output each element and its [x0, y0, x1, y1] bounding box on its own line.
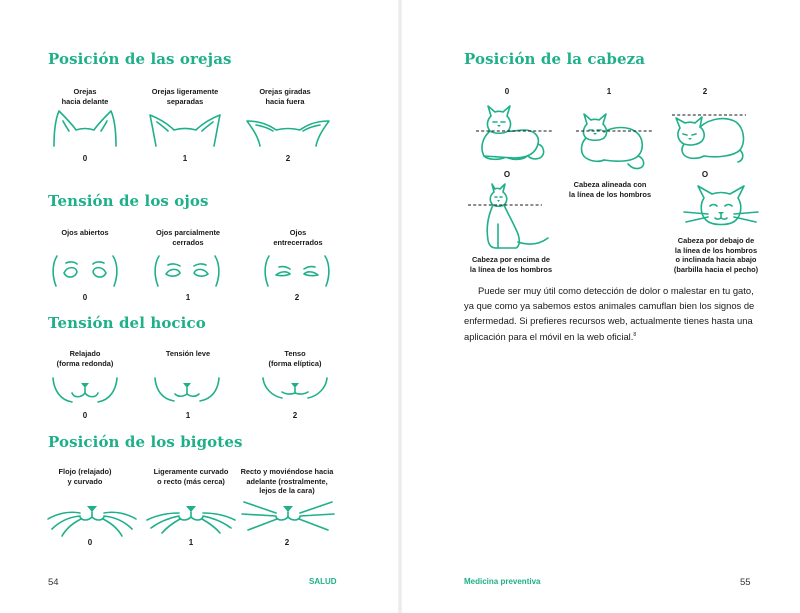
- muzzle-relaxed-icon: [50, 374, 120, 408]
- score-ears-2: 2: [285, 154, 291, 163]
- cat-lying-head-aligned-icon: [576, 110, 656, 172]
- cat-lying-head-lowered-icon: [670, 108, 750, 170]
- score-whiskers-1: 1: [188, 538, 194, 547]
- caption-eyes-1: Ojos parcialmente cerrados: [155, 228, 221, 247]
- eyes-squinted-icon: [262, 254, 332, 288]
- body-paragraph: [464, 283, 764, 344]
- section-title-eyes: Tensión de los ojos: [48, 192, 209, 210]
- caption-muzzle-1: Tensión leve: [165, 349, 211, 358]
- footnote-marker: 8: [633, 332, 637, 338]
- separator-or-left: O: [503, 170, 511, 179]
- score-whiskers-0: 0: [87, 538, 93, 547]
- caption-whiskers-2: Recto y moviéndose hacia adelante (rostralmente, lejos de la cara): [240, 467, 334, 495]
- caption-muzzle-0: Relajado (forma redonda): [56, 349, 114, 368]
- score-eyes-1: 1: [185, 293, 191, 302]
- caption-head-aligned: Cabeza alineada con la línea de los hombros: [568, 180, 652, 199]
- whiskers-relaxed-icon: [46, 503, 138, 537]
- score-ears-0: 0: [82, 154, 88, 163]
- caption-muzzle-2: Tenso (forma elíptica): [268, 349, 322, 368]
- score-muzzle-2: 2: [292, 411, 298, 420]
- running-head-right: Medicina preventiva: [464, 577, 541, 586]
- caption-whiskers-1: Ligeramente curvado o recto (más cerca): [153, 467, 229, 486]
- caption-eyes-2: Ojos entrecerrados: [273, 228, 323, 247]
- muzzle-slight-tension-icon: [152, 374, 222, 408]
- ears-forward-icon: [50, 108, 120, 148]
- section-title-whiskers: Posición de los bigotes: [48, 433, 243, 451]
- separator-or-right: O: [701, 170, 709, 179]
- score-head-2: 2: [702, 87, 708, 96]
- score-head-1: 1: [606, 87, 612, 96]
- cat-sitting-head-above-icon: [468, 180, 554, 254]
- folio-right: 55: [740, 577, 751, 588]
- caption-head-below: Cabeza por debajo de la línea de los hombros o inclinada hacia abajo (barbilla hacia el pecho): [673, 236, 759, 274]
- muzzle-tense-icon: [260, 374, 330, 408]
- section-title-head: Posición de la cabeza: [464, 50, 646, 68]
- whiskers-forward-icon: [240, 500, 336, 536]
- caption-ears-0: Orejas hacia delante: [61, 87, 109, 106]
- eyes-open-icon: [50, 254, 120, 288]
- score-muzzle-0: 0: [82, 411, 88, 420]
- ears-separated-icon: [148, 108, 222, 148]
- score-eyes-2: 2: [294, 293, 300, 302]
- caption-eyes-0: Ojos abiertos: [61, 228, 109, 237]
- score-muzzle-1: 1: [185, 411, 191, 420]
- caption-whiskers-0: Flojo (relajado) y curvado: [58, 467, 112, 486]
- score-ears-1: 1: [182, 154, 188, 163]
- right-page: [400, 0, 800, 613]
- folio-left: 54: [48, 577, 59, 588]
- caption-head-above: Cabeza por encima de la línea de los hombros: [469, 255, 553, 274]
- section-title-ears: Posición de las orejas: [48, 50, 232, 68]
- score-head-0: 0: [504, 87, 510, 96]
- caption-ears-2: Orejas giradas hacia fuera: [259, 87, 311, 106]
- section-title-muzzle: Tensión del hocico: [48, 314, 206, 332]
- cat-head-lowered-face-icon: [678, 182, 764, 234]
- caption-ears-1: Orejas ligeramente separadas: [151, 87, 219, 106]
- whiskers-slightly-curved-icon: [145, 503, 237, 537]
- body-paragraph-text: Puede ser muy útil como detección de dolor o malestar en tu gato, ya que como ya sabemos estos animales camuflan bien los signos de enfermedad. Si prefieres recursos web, actualmente tienes hasta una aplicación para el móvil en la web oficial.: [464, 285, 755, 343]
- score-whiskers-2: 2: [284, 538, 290, 547]
- running-head-left: SALUD: [309, 577, 337, 586]
- score-eyes-0: 0: [82, 293, 88, 302]
- cat-lying-head-raised-icon: [474, 100, 554, 170]
- ears-rotated-icon: [246, 112, 330, 148]
- eyes-partially-closed-icon: [152, 254, 222, 288]
